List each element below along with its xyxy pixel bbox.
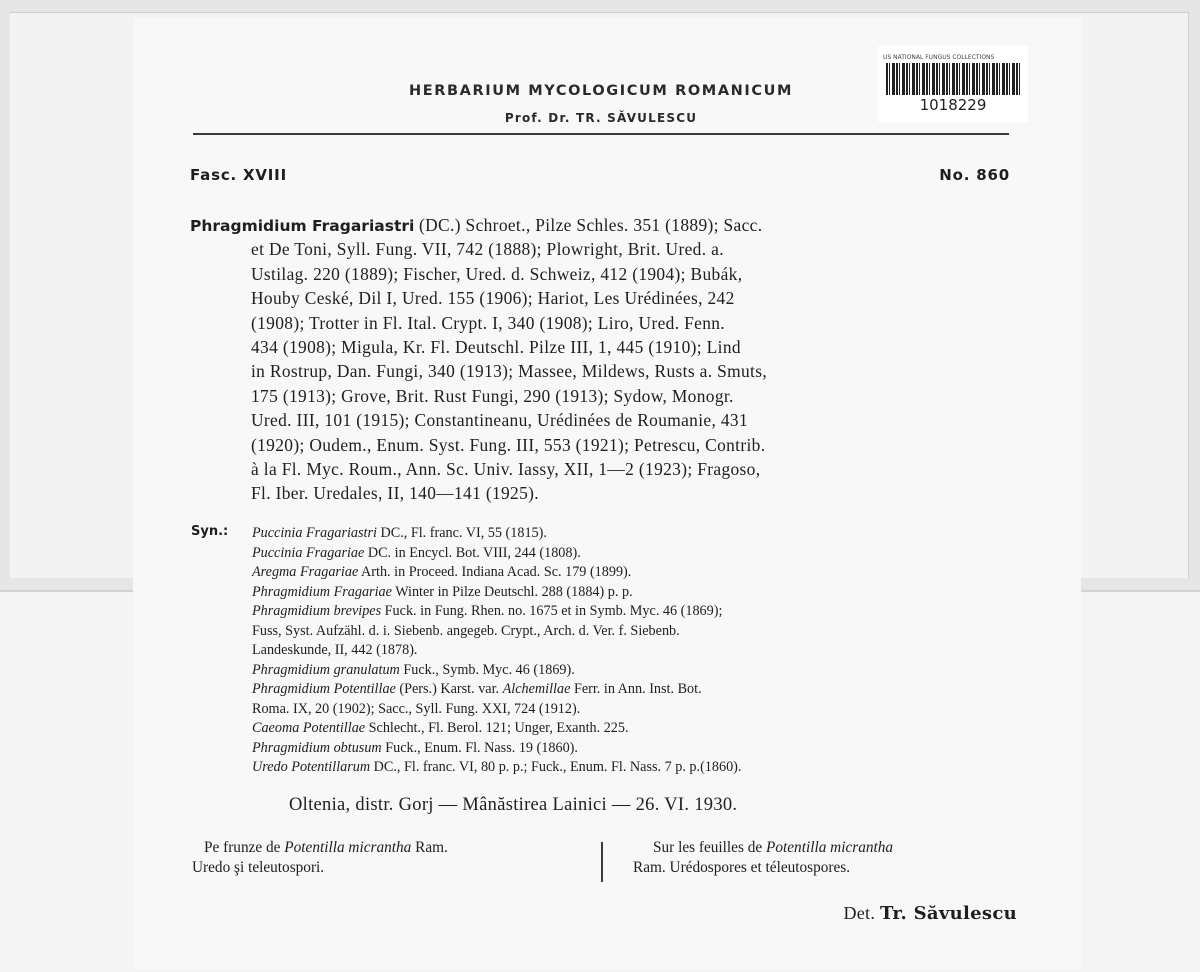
determiner xyxy=(843,903,1017,924)
determiner-prefix: Det. xyxy=(843,903,880,923)
synonym-name: Phragmidium obtusum xyxy=(252,739,382,756)
barcode-number: 1018229 xyxy=(919,96,987,114)
synonym-name: Puccinia Fragariae xyxy=(252,544,365,561)
synonym-name: Phragmidium Potentillae xyxy=(252,681,396,697)
synonym-ref: (Pers.) Karst. var. xyxy=(395,681,503,697)
synonym-ref: Landeskunde, II, 442 (1878). xyxy=(252,642,418,658)
synonym-entry xyxy=(252,563,1022,583)
host-fr-prefix: Sur les feuilles de xyxy=(653,839,767,856)
species-citation-line: et De Toni, Syll. Fung. VII, 742 (1888); Plowright, Brit. Ured. a. xyxy=(251,239,724,260)
synonym-name: Phragmidium brevipes xyxy=(252,603,382,619)
synonym-entry xyxy=(252,719,1022,739)
synonym-ref: DC., Fl. franc. VI, 55 (1815). xyxy=(376,525,547,541)
synonym-ref: Fuck., Enum. Fl. Nass. 19 (1860). xyxy=(381,739,578,756)
synonym-ref: DC., Fl. franc. VI, 80 p. p.; Fuck., Enum. Fl. Nass. 7 p. p.(1860). xyxy=(370,759,742,775)
header-divider xyxy=(193,133,1009,135)
fascicle-number: Fasc. XVIII xyxy=(190,166,287,184)
synonym-name: Caeoma Potentillae xyxy=(252,720,366,736)
specimen-number: No. 860 xyxy=(939,166,1010,184)
synonym-ref: Fuck., Symb. Myc. 46 (1869). xyxy=(399,661,575,678)
species-citation-line: Fl. Iber. Uredales, II, 140—141 (1925). xyxy=(251,483,539,504)
determiner-name: Tr. Săvulescu xyxy=(879,903,1017,924)
host-fr-spores: Ram. Urédospores et téleutospores. xyxy=(633,859,851,876)
host-fr-plant: Potentilla micrantha xyxy=(766,839,894,856)
herbarium-editor: Prof. Dr. TR. SĂVULESCU xyxy=(504,111,698,125)
synonym-entry xyxy=(252,680,1022,700)
species-name: Phragmidium Fragariastri xyxy=(190,217,415,235)
species-citation: (DC.) Schroet., Pilze Schles. 351 (1889); Sacc. xyxy=(414,215,763,235)
synonym-entry xyxy=(252,739,1022,759)
synonym-entry xyxy=(252,524,1022,544)
herbarium-title: HERBARIUM MYCOLOGICUM ROMANICUM xyxy=(408,83,794,99)
synonym-entry xyxy=(252,622,1022,642)
language-divider xyxy=(601,842,603,882)
synonym-ref: Winter in Pilze Deutschl. 288 (1884) p. p. xyxy=(391,583,633,600)
synonym-entry xyxy=(252,544,1022,564)
synonyms-list xyxy=(252,524,1022,778)
synonym-name: Phragmidium granulatum xyxy=(252,661,400,678)
host-ro-prefix: Pe frunze de xyxy=(204,839,285,856)
synonym-ref: DC. in Encycl. Bot. VIII, 244 (1808). xyxy=(364,544,581,561)
species-citation-line: à la Fl. Myc. Roum., Ann. Sc. Univ. Iassy, XII, 1—2 (1923); Fragoso, xyxy=(251,458,761,479)
host-ro-suffix: Ram. xyxy=(411,839,448,856)
collection-locality: Oltenia, distr. Gorj — Mânăstirea Lainici — 26. VI. 1930. xyxy=(289,795,738,815)
synonym-ref: Fuss, Syst. Aufzähl. d. i. Siebenb. angegeb. Crypt., Arch. d. Ver. f. Siebenb. xyxy=(252,622,680,639)
barcode-caption: US NATIONAL FUNGUS COLLECTIONS xyxy=(883,54,995,61)
species-citation-line: Houby Ceské, Dil I, Ured. 155 (1906); Hariot, Les Urédinées, 242 xyxy=(251,288,735,309)
synonym-variety: Alchemillae xyxy=(502,681,571,697)
host-romanian xyxy=(192,838,592,878)
species-citation-line: (1920); Oudem., Enum. Syst. Fung. III, 553 (1921); Petrescu, Contrib. xyxy=(251,434,766,455)
synonym-ref: Fuck. in Fung. Rhen. no. 1675 et in Symb. Myc. 46 (1869); xyxy=(381,603,723,619)
synonym-name: Uredo Potentillarum xyxy=(252,759,371,775)
synonym-name: Aregma Fragariae xyxy=(252,564,359,580)
species-citation-line: (1908); Trotter in Fl. Ital. Crypt. I, 340 (1908); Liro, Ured. Fenn. xyxy=(251,312,725,333)
synonym-ref: Roma. IX, 20 (1902); Sacc., Syll. Fung. XXI, 724 (1912). xyxy=(252,700,581,717)
synonym-entry xyxy=(252,641,1022,661)
species-first-line xyxy=(190,213,1016,237)
synonym-entry xyxy=(252,661,1022,681)
synonym-ref: Ferr. in Ann. Inst. Bot. xyxy=(570,681,702,697)
synonyms-label: Syn.: xyxy=(191,524,229,539)
synonym-name: Phragmidium Fragariae xyxy=(252,583,392,600)
synonym-entry xyxy=(252,583,1022,603)
synonym-entry xyxy=(252,602,1022,622)
species-citation-line: 175 (1913); Grove, Brit. Rust Fungi, 290 (1913); Sydow, Monogr. xyxy=(251,385,734,406)
synonym-ref: Schlecht., Fl. Berol. 121; Unger, Exanth. 225. xyxy=(365,720,629,736)
host-ro-plant: Potentilla micrantha xyxy=(284,839,412,856)
synonym-entry xyxy=(252,700,1022,720)
species-citation-line: in Rostrup, Dan. Fungi, 340 (1913); Massee, Mildews, Rusts a. Smuts, xyxy=(251,361,768,382)
synonym-name: Puccinia Fragariastri xyxy=(252,525,377,541)
synonym-entry xyxy=(252,758,1022,778)
host-ro-spores: Uredo şi teleutospori. xyxy=(192,859,325,876)
species-description xyxy=(190,213,1016,506)
host-french xyxy=(633,838,1033,878)
barcode-icon xyxy=(886,63,1020,95)
synonym-ref: Arth. in Proceed. Indiana Acad. Sc. 179 (1899). xyxy=(358,564,632,580)
species-citation-line: 434 (1908); Migula, Kr. Fl. Deutschl. Pilze III, 1, 445 (1910); Lind xyxy=(251,336,741,357)
species-citation-line: Ured. III, 101 (1915); Constantineanu, Urédinées de Roumanie, 431 xyxy=(251,410,749,431)
species-citation-line: Ustilag. 220 (1889); Fischer, Ured. d. Schweiz, 412 (1904); Bubák, xyxy=(251,263,743,284)
